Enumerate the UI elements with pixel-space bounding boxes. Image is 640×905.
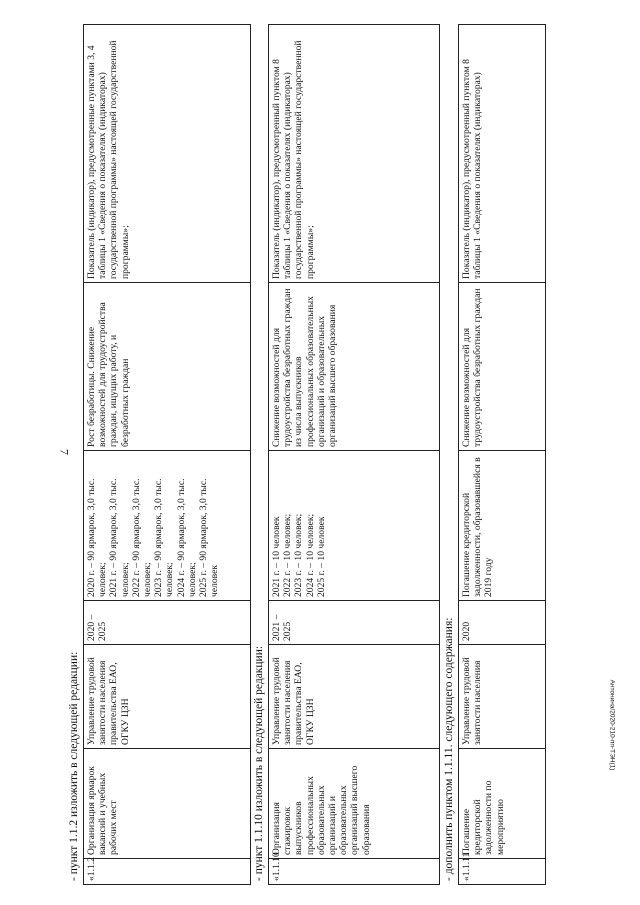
item-result: Рост безработицы. Снижение возможностей для трудоустройства граждан, ищущих работу, и безработных граждан: [84, 283, 251, 451]
item-executor: Управление трудовой занятости населения: [459, 645, 546, 749]
item-executor: Управление трудовой занятости населения правительства ЕАО, ОГКУ ЦЗН: [84, 645, 251, 749]
item-result: Снижение возможностей для трудоустройства безработных граждан из числа выпускников профессиональных образовательных организаций и образовательных организаций высшего образования: [269, 283, 440, 451]
instruction-text: - дополнить пунктом 1.1.11. следующего содержания:: [443, 617, 455, 881]
rotated-page-content: [68, 25, 585, 885]
item-indicator: Показатель (индикатор), предусмотренный пунктом 8 таблицы 1 «Сведения о показателях (индикаторах) государственной программы» настоящей государственной программы»;: [269, 25, 440, 283]
item-indicator: Показатель (индикатор), предусмотренный пунктом 8 таблицы 1 «Сведения о показателях (индикаторах): [459, 25, 546, 283]
program-table: [83, 24, 251, 885]
table-row: [269, 25, 440, 885]
item-name: Погашение кредиторской задолженности по мероприятию: [459, 749, 546, 859]
table-row: [84, 25, 251, 885]
document-footer-code: Антонина/2020-210-пп-ТЭН(1): [608, 679, 616, 771]
item-result: Снижение возможностей для трудоустройства безработных граждан: [459, 283, 546, 451]
instruction-text: - пункт 1.1.2 изложить в следующей редакции:: [68, 651, 80, 881]
instruction-text: - пункт 1.1.10 изложить в следующей редакции:: [253, 645, 265, 881]
page-number: 7: [57, 449, 72, 455]
item-term: 2020: [459, 601, 546, 645]
item-number: «1.1.10: [269, 859, 440, 885]
item-indicator: Показатель (индикатор), предусмотренные пунктами 3, 4 таблицы 1 «Сведения о показателях (индикаторах) государственной программы» настоящей государственной программы»;: [84, 25, 251, 283]
item-name: Организация стажировок выпускников профессиональных образовательных организаций и образовательных организаций высшего образования: [269, 749, 440, 859]
item-term: 2020 – 2025: [84, 601, 251, 645]
table-row: [459, 25, 546, 885]
item-name: Организация ярмарок вакансий и учебных рабочих мест: [84, 749, 251, 859]
item-executor: Управление трудовой занятости населения правительства ЕАО, ОГКУ ЦЗН: [269, 645, 440, 749]
item-volume: Погашение кредиторской задолженности, образовавшейся в 2019 году: [459, 451, 546, 601]
item-volume: 2020 г. – 90 ярмарок, 3,0 тыс. человек; 2021 г. – 90 ярмарок, 3,0 тыс. человек; 2022 г. – 90 ярмарок, 3,0 тыс. человек; 2023 г. – 90 ярмарок, 3,0 тыс. человек; 2024 г. – 90 ярмарок, 3,0 тыс. человек; 2025 г. – 90 ярмарок, 3,0 тыс. человек: [84, 451, 251, 601]
program-table: [458, 24, 546, 885]
program-table: [268, 24, 440, 885]
item-term: 2021 – 2025: [269, 601, 440, 645]
item-number: «1.1.2: [84, 859, 251, 885]
item-number: «1.1.11: [459, 859, 546, 885]
item-volume: 2021 г. – 10 человек 2022 г. – 10 человек; 2023 г. – 10 человек; 2024 г. – 10 человек; 2025 г. – 10 человек: [269, 451, 440, 601]
